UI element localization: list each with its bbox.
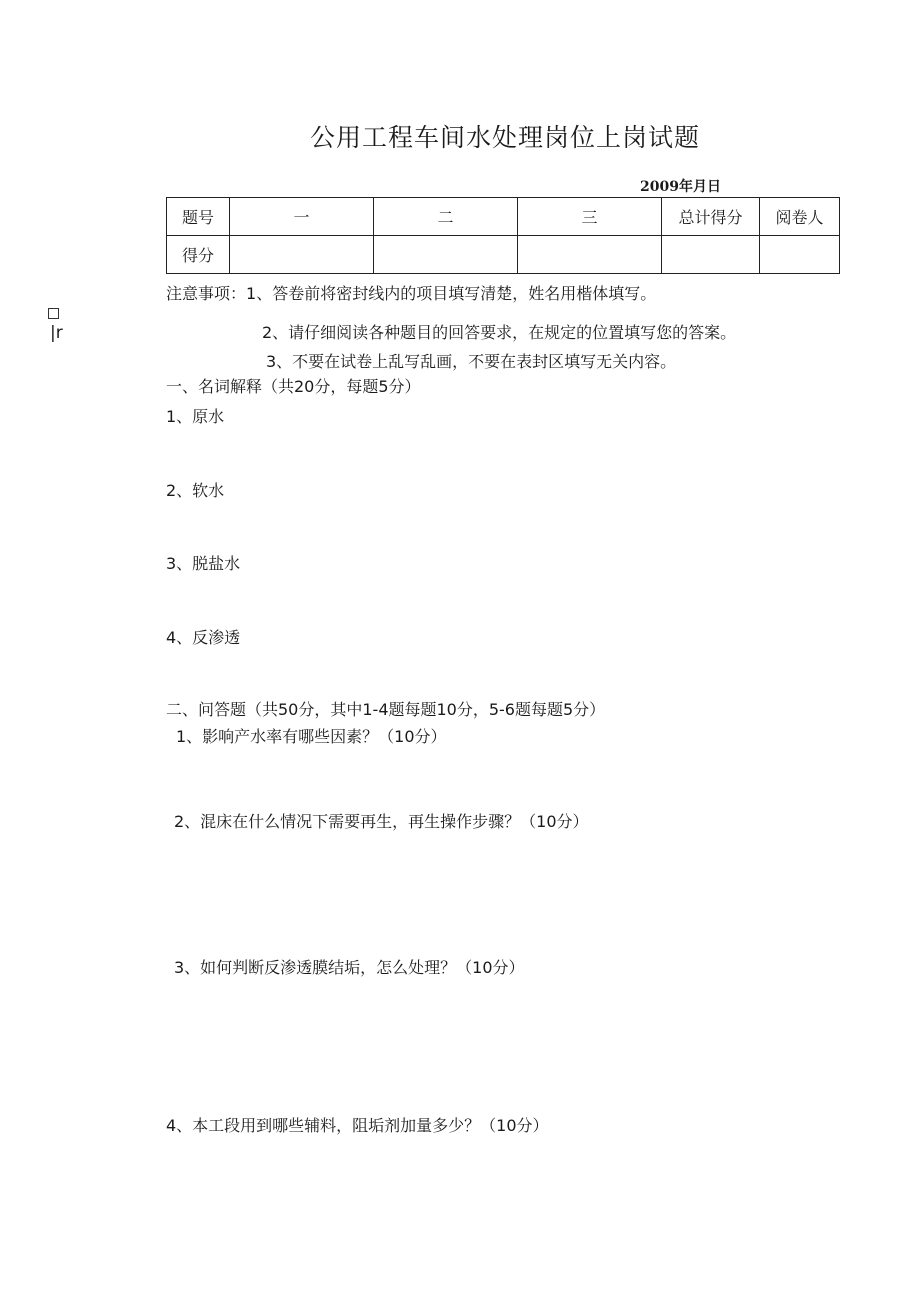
section-1-item-3: 3、脱盐水 xyxy=(166,554,241,573)
section-2-heading: 二、问答题（共50分，其中1-4题每题10分，5-6题每题5分） xyxy=(166,700,606,719)
row-label-score: 得分 xyxy=(167,236,230,274)
section-2-item-3: 3、如何判断反渗透膜结垢，怎么处理？（10分） xyxy=(174,958,525,977)
note-item-2: 2、请仔细阅读各种题目的回答要求，在规定的位置填写您的答案。 xyxy=(262,323,737,342)
score-cell-grader[interactable] xyxy=(760,236,840,274)
header-cell-part-2: 二 xyxy=(374,198,518,236)
score-table-header-row xyxy=(167,198,840,236)
score-cell-part-1[interactable] xyxy=(230,236,374,274)
notes-line-1 xyxy=(166,281,656,304)
header-cell-part-1: 一 xyxy=(230,198,374,236)
score-cell-part-2[interactable] xyxy=(374,236,518,274)
note-item-3: 3、不要在试卷上乱写乱画，不要在表封区填写无关内容。 xyxy=(266,352,677,371)
page-title: 公用工程车间水处理岗位上岗试题 xyxy=(309,123,700,152)
section-1-item-1: 1、原水 xyxy=(166,407,225,426)
section-1-item-4: 4、反渗透 xyxy=(166,628,241,647)
section-2-item-4: 4、本工段用到哪些辅料，阻垢剂加量多少？（10分） xyxy=(166,1116,549,1135)
score-table-score-row xyxy=(167,236,840,274)
header-cell-total-score: 总计得分 xyxy=(662,198,760,236)
exam-date: 2009年月日 xyxy=(640,179,721,195)
note-item-1: 1、答卷前将密封线内的项目填写清楚，姓名用楷体填写。 xyxy=(246,284,657,303)
score-cell-total[interactable] xyxy=(662,236,760,274)
score-cell-part-3[interactable] xyxy=(518,236,662,274)
header-cell-part-3: 三 xyxy=(518,198,662,236)
section-2-item-2: 2、混床在什么情况下需要再生，再生操作步骤？（10分） xyxy=(174,812,589,831)
section-2-item-1: 1、影响产水率有哪些因素？（10分） xyxy=(176,727,447,746)
score-table xyxy=(166,197,840,274)
margin-mark: |r xyxy=(50,323,63,343)
section-1-heading: 一、名词解释（共20分，每题5分） xyxy=(166,377,421,396)
section-1-item-2: 2、软水 xyxy=(166,481,225,500)
notes-lead: 注意事项： xyxy=(166,284,247,303)
margin-checkbox-mark xyxy=(48,308,59,319)
header-cell-question-number: 题号 xyxy=(167,198,230,236)
header-cell-grader: 阅卷人 xyxy=(760,198,840,236)
